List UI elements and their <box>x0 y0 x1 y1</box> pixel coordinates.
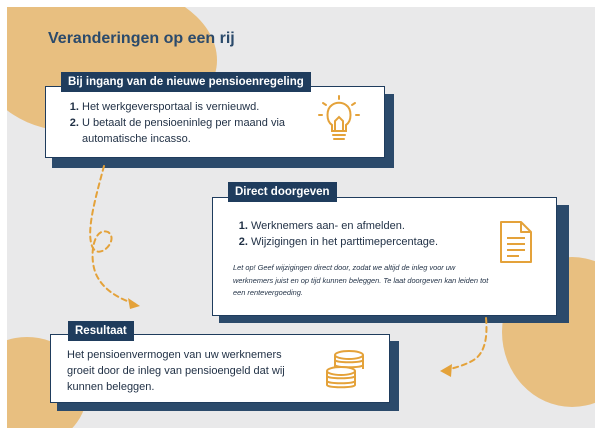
page-title: Veranderingen op een rij <box>48 30 235 47</box>
section-2-item-2: 2. Wijzigingen in het parttimepercentage. <box>251 234 491 250</box>
section-2-label: Direct doorgeven <box>228 182 337 202</box>
section-1-item-2: 2. U betaalt de pensioeninleg per maand via automatische incasso. <box>82 115 322 147</box>
section-1-item-1: 1. Het werkgeversportaal is vernieuwd. <box>82 99 322 115</box>
section-2-note: Let op! Geef wijzigingen direct door, zodat we altijd de inleg voor uw werknemers juist en op tijd kunnen beleggen. Te laat doorgeven kan leiden tot een rentevergoeding. <box>233 263 489 297</box>
section-3-label: Resultaat <box>68 321 134 341</box>
section-3-text: Het pensioenvermogen van uw werknemers groeit door de inleg van pensioengeld dat wij kunnen beleggen. <box>67 349 285 393</box>
section-1-label: Bij ingang van de nieuwe pensioenregeling <box>61 72 311 92</box>
section-2-item-1: 1. Werknemers aan- en afmelden. <box>251 218 491 234</box>
